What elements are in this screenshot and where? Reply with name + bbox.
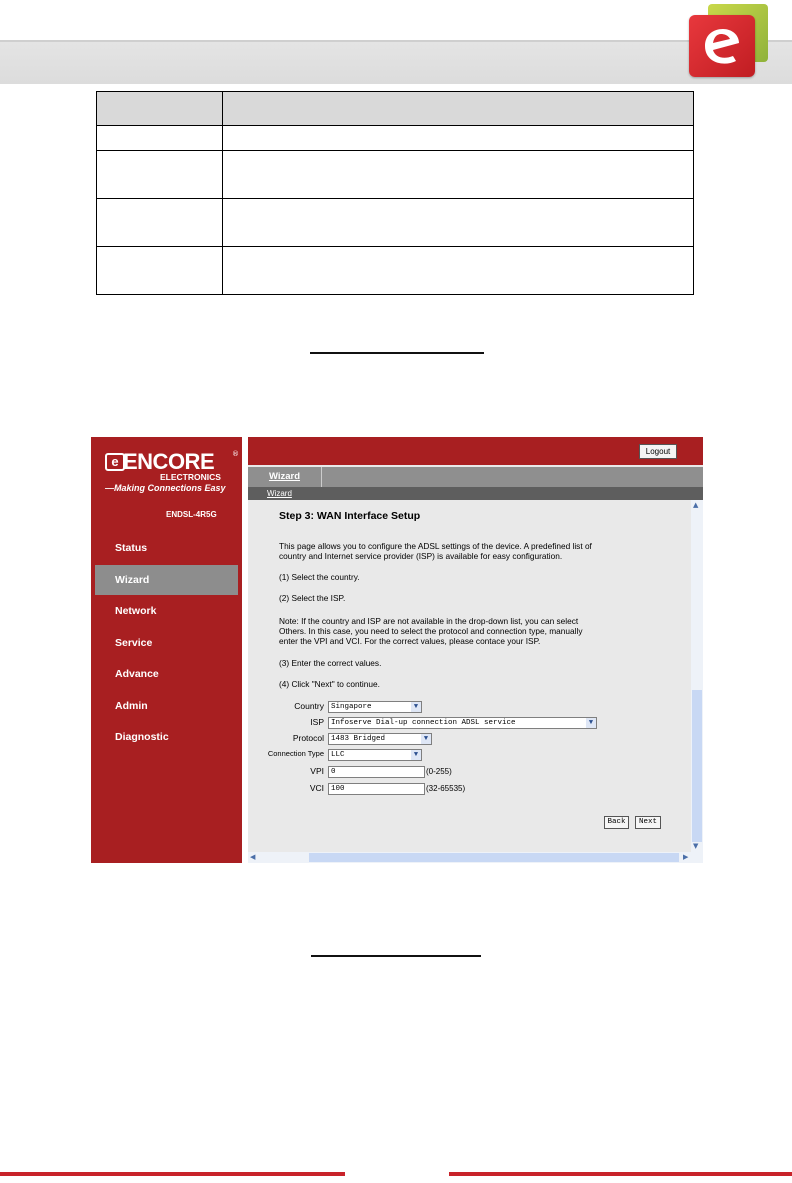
brand-sub: ELECTRONICS bbox=[160, 472, 221, 482]
nav-diagnostic[interactable]: Diagnostic bbox=[115, 731, 169, 743]
sidebar bbox=[91, 437, 242, 863]
horizontal-scrollbar[interactable] bbox=[248, 852, 703, 863]
figure-caption-underline bbox=[311, 955, 481, 957]
figure-caption-underline bbox=[310, 352, 484, 354]
country-label: Country bbox=[294, 701, 324, 711]
tab-wizard[interactable]: Wizard bbox=[248, 467, 322, 487]
scroll-thumb[interactable] bbox=[309, 853, 679, 862]
isp-label: ISP bbox=[310, 717, 324, 727]
chevron-down-icon: ▼ bbox=[421, 734, 431, 744]
note-text: Note: If the country and ISP are not available in the drop-down list, you can select bbox=[279, 616, 579, 626]
table-cell bbox=[223, 199, 694, 247]
isp-select[interactable] bbox=[328, 717, 597, 729]
table-cell bbox=[223, 126, 694, 151]
next-button[interactable]: Next bbox=[635, 816, 661, 829]
connection-type-value: LLC bbox=[331, 751, 345, 759]
country-select[interactable] bbox=[328, 701, 422, 713]
encore-e-glyph-icon bbox=[699, 23, 745, 69]
router-screenshot bbox=[91, 437, 703, 863]
model-label: ENDSL-4R5G bbox=[166, 510, 217, 519]
logout-button[interactable]: Logout bbox=[639, 444, 677, 459]
brand-logo bbox=[105, 449, 239, 499]
vpi-range-hint: (0-255) bbox=[426, 767, 452, 776]
main-panel bbox=[248, 437, 703, 863]
nav-advance[interactable]: Advance bbox=[115, 668, 159, 680]
step-text: (4) Click "Next" to continue. bbox=[279, 679, 380, 689]
nav-status[interactable]: Status bbox=[115, 542, 148, 554]
table-cell bbox=[223, 247, 694, 295]
footer-rule-right bbox=[449, 1172, 792, 1176]
header-divider bbox=[0, 40, 792, 42]
wizard-content bbox=[248, 500, 691, 852]
step-text: (3) Enter the correct values. bbox=[279, 658, 382, 668]
nav-admin[interactable]: Admin bbox=[115, 700, 148, 712]
protocol-select[interactable] bbox=[328, 733, 432, 745]
connection-type-label: Connection Type bbox=[267, 749, 324, 758]
page-title: Step 3: WAN Interface Setup bbox=[279, 510, 421, 522]
sub-tab-bar bbox=[248, 487, 703, 500]
vci-range-hint: (32-65535) bbox=[426, 784, 466, 793]
encore-e-logo-icon bbox=[689, 15, 755, 77]
back-button[interactable]: Back bbox=[604, 816, 629, 829]
step-text: (1) Select the country. bbox=[279, 572, 360, 582]
vci-input[interactable]: 100 bbox=[328, 783, 425, 795]
top-bar bbox=[248, 437, 703, 465]
scroll-right-icon[interactable]: ▶ bbox=[683, 853, 689, 861]
nav-service[interactable]: Service bbox=[115, 637, 153, 649]
table-cell bbox=[97, 247, 223, 295]
vci-label: VCI bbox=[309, 783, 324, 793]
page-header bbox=[0, 0, 792, 84]
brand-tagline: —Making Connections Easy bbox=[105, 483, 226, 493]
intro-text: country and Internet service provider (ISP) is available for easy configuration. bbox=[279, 551, 563, 561]
scroll-thumb[interactable] bbox=[692, 690, 702, 842]
chevron-down-icon: ▼ bbox=[411, 750, 421, 760]
isp-value: Infoserve Dial-up connection ADSL service bbox=[331, 719, 516, 727]
step-text: (2) Select the ISP. bbox=[279, 593, 346, 603]
subtab-wizard[interactable]: Wizard bbox=[267, 489, 292, 498]
chevron-down-icon: ▼ bbox=[411, 702, 421, 712]
country-value: Singapore bbox=[331, 703, 372, 711]
chevron-down-icon: ▼ bbox=[586, 718, 596, 728]
brand-e-icon: e bbox=[105, 453, 125, 471]
tab-bar bbox=[248, 467, 703, 487]
intro-text: This page allows you to configure the ADSL settings of the device. A predefined list of bbox=[279, 541, 592, 551]
table-cell bbox=[223, 151, 694, 199]
table-cell bbox=[97, 151, 223, 199]
protocol-label: Protocol bbox=[292, 733, 324, 743]
nav-wizard[interactable]: Wizard bbox=[95, 565, 238, 595]
scroll-down-icon[interactable]: ▼ bbox=[693, 842, 699, 850]
brand-registered-mark: ® bbox=[232, 450, 239, 458]
document-table bbox=[96, 91, 694, 295]
vpi-input[interactable]: 0 bbox=[328, 766, 425, 778]
nav-network[interactable]: Network bbox=[115, 605, 157, 617]
scroll-left-icon[interactable]: ◀ bbox=[250, 853, 256, 861]
note-text: Others. In this case, you need to select the protocol and connection type, manually bbox=[279, 626, 583, 636]
footer-rule-left bbox=[0, 1172, 345, 1176]
brand-name: ENCORE bbox=[123, 449, 215, 474]
table-cell bbox=[97, 126, 223, 151]
scroll-up-icon[interactable]: ▲ bbox=[693, 501, 699, 509]
vpi-label: VPI bbox=[310, 766, 324, 776]
table-cell bbox=[97, 199, 223, 247]
protocol-value: 1483 Bridged bbox=[331, 735, 386, 743]
table-header-cell bbox=[97, 92, 223, 126]
table-header-cell bbox=[223, 92, 694, 126]
note-text: enter the VPI and VCI. For the correct values, please contace your ISP. bbox=[279, 636, 541, 646]
connection-type-select[interactable] bbox=[328, 749, 422, 761]
vertical-scrollbar[interactable] bbox=[691, 500, 703, 852]
